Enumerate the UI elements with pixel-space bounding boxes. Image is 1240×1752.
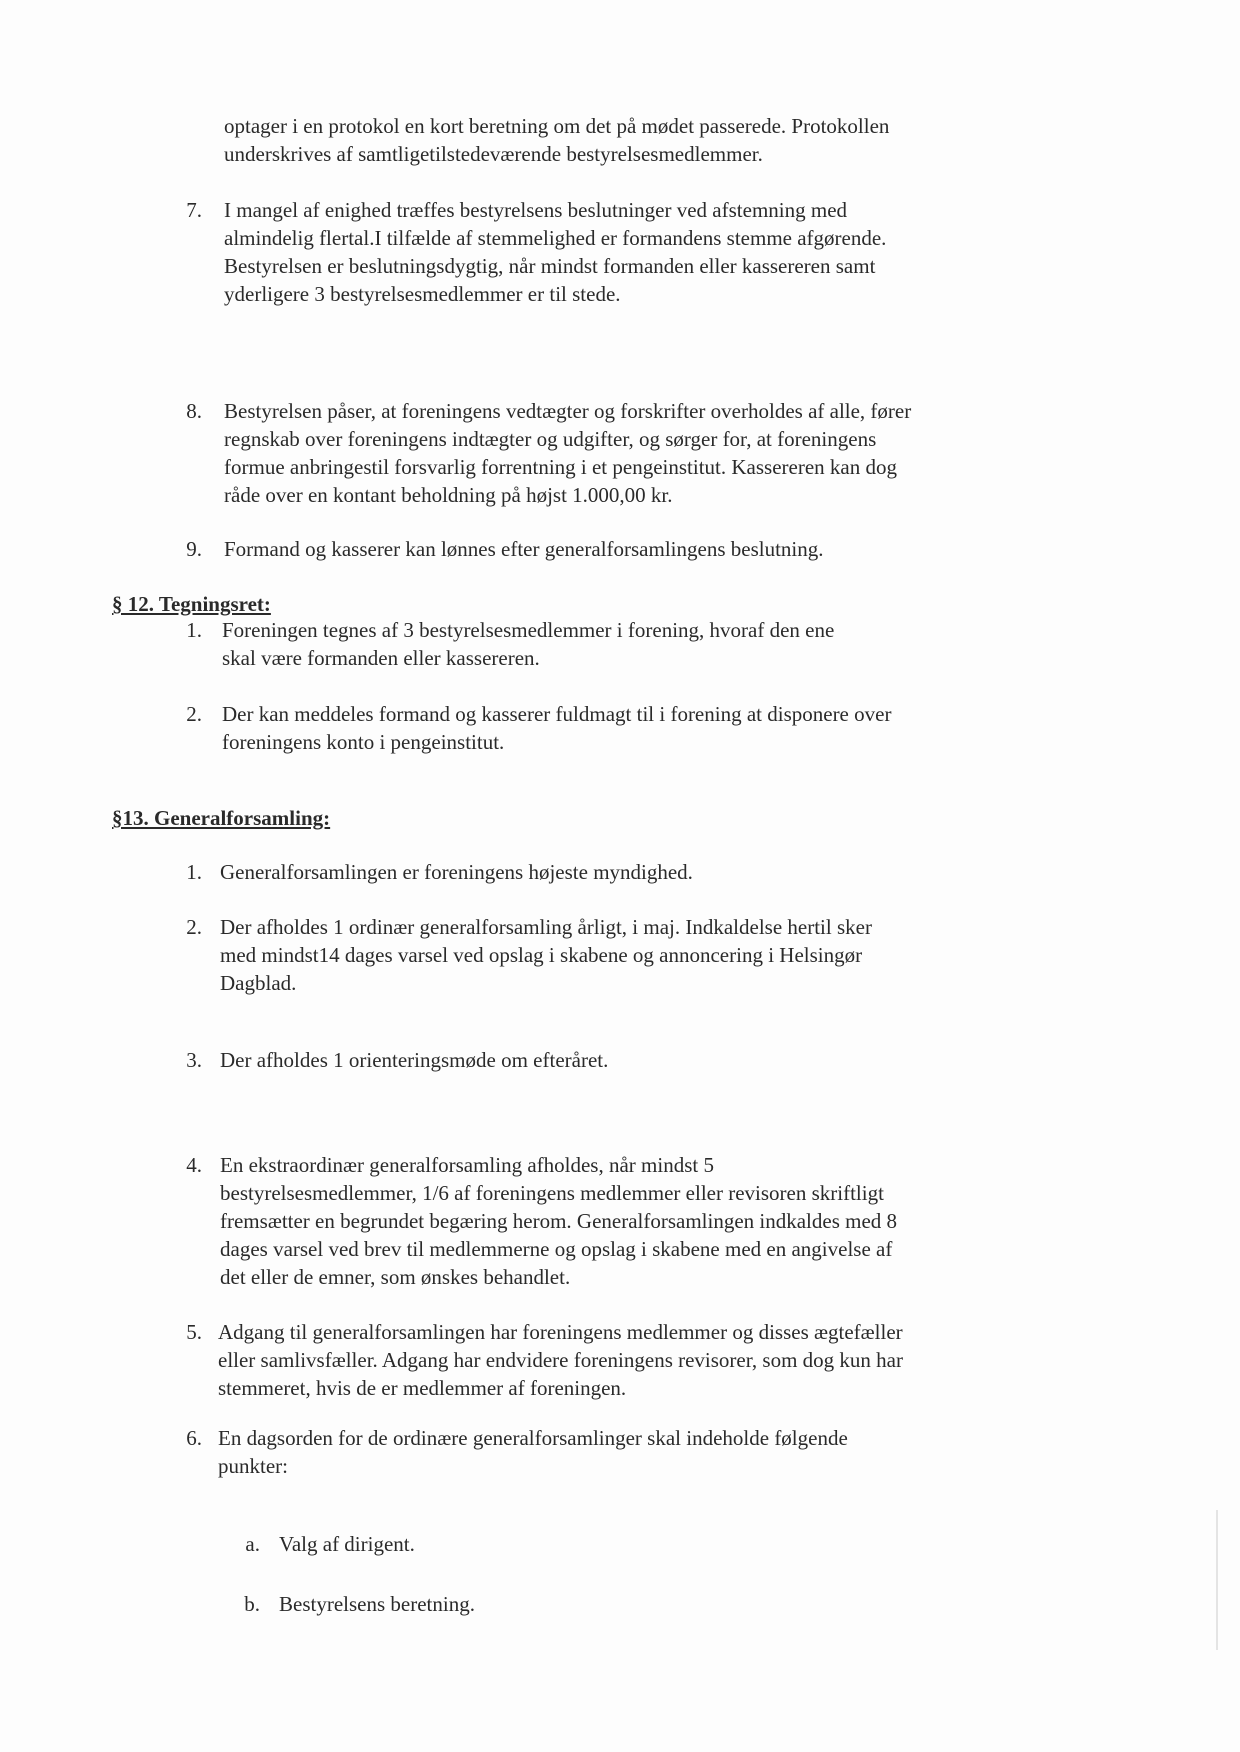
text-line: En dagsorden for de ordinære generalforsamlinger skal indeholde følgende bbox=[218, 1426, 848, 1450]
sub-list-item bbox=[279, 1530, 415, 1558]
text-line: Der kan meddeles formand og kasserer fuldmagt til i forening at disponere over bbox=[222, 702, 892, 726]
item-number: 3. bbox=[186, 1048, 202, 1072]
text-line: underskrives af samtligetilstedeværende bestyrelsesmedlemmer. bbox=[224, 142, 763, 166]
subitem-letter: a. bbox=[245, 1532, 260, 1556]
text-line: Formand og kasserer kan lønnes efter generalforsamlingens beslutning. bbox=[224, 537, 824, 561]
text-line: optager i en protokol en kort beretning om det på mødet passerede. Protokollen bbox=[224, 114, 890, 138]
text-line: det eller de emner, som ønskes behandlet. bbox=[220, 1265, 571, 1289]
intro-paragraph bbox=[224, 112, 889, 168]
text-line: med mindst14 dages varsel ved opslag i skabene og annoncering i Helsingør bbox=[220, 943, 863, 967]
text-line: almindelig flertal.I tilfælde af stemmelighed er formandens stemme afgørende. bbox=[224, 226, 887, 250]
text-line: bestyrelsesmedlemmer, 1/6 af foreningens medlemmer eller revisoren skriftligt bbox=[220, 1181, 884, 1205]
text-line: Dagblad. bbox=[220, 971, 297, 995]
text-line: Bestyrelsens beretning. bbox=[279, 1592, 475, 1616]
item-number: 2. bbox=[186, 702, 202, 726]
item-number: 7. bbox=[186, 198, 202, 222]
text-line: I mangel af enighed træffes bestyrelsens beslutninger ved afstemning med bbox=[224, 198, 848, 222]
text-line: Valg af dirigent. bbox=[279, 1532, 415, 1556]
text-line: Der afholdes 1 ordinær generalforsamling årligt, i maj. Indkaldelse hertil sker bbox=[220, 915, 872, 939]
text-line: formue anbringestil forsvarlig forrentning i et pengeinstitut. Kassereren kan dog bbox=[224, 455, 897, 479]
text-line: dages varsel ved brev til medlemmerne og opslag i skabene med en angivelse af bbox=[220, 1237, 893, 1261]
list-item bbox=[218, 1318, 903, 1402]
text-line: eller samlivsfæller. Adgang har endvidere foreningens revisorer, som dog kun har bbox=[218, 1348, 903, 1372]
list-item bbox=[220, 1151, 897, 1291]
text-line: stemmeret, hvis de er medlemmer af foreningen. bbox=[218, 1376, 627, 1400]
text-line: Generalforsamlingen er foreningens højeste myndighed. bbox=[220, 860, 693, 884]
list-item bbox=[224, 397, 911, 509]
item-number: 1. bbox=[186, 618, 202, 642]
list-item bbox=[220, 858, 693, 886]
text-line: Der afholdes 1 orienteringsmøde om efteråret. bbox=[220, 1048, 609, 1072]
list-item bbox=[220, 1046, 608, 1074]
item-number: 8. bbox=[186, 399, 202, 423]
text-line: fremsætter en begrundet begæring herom. Generalforsamlingen indkaldes med 8 bbox=[220, 1209, 898, 1233]
text-line: Foreningen tegnes af 3 bestyrelsesmedlemmer i forening, hvoraf den ene bbox=[222, 618, 835, 642]
text-line: En ekstraordinær generalforsamling afholdes, når mindst 5 bbox=[220, 1153, 714, 1177]
list-item bbox=[220, 913, 872, 997]
list-item bbox=[218, 1424, 848, 1480]
scan-edge-shadow bbox=[1216, 1510, 1218, 1650]
item-number: 2. bbox=[186, 915, 202, 939]
item-number: 1. bbox=[186, 860, 202, 884]
subitem-letter: b. bbox=[244, 1592, 260, 1616]
list-item bbox=[222, 616, 834, 672]
list-item bbox=[222, 700, 891, 756]
text-line: regnskab over foreningens indtægter og udgifter, og sørger for, at foreningens bbox=[224, 427, 877, 451]
item-number: 4. bbox=[186, 1153, 202, 1177]
section-heading: §13. Generalforsamling: bbox=[112, 806, 331, 830]
text-line: Bestyrelsen er beslutningsdygtig, når mindst formanden eller kassereren samt bbox=[224, 254, 876, 278]
text-line: råde over en kontant beholdning på højst 1.000,00 kr. bbox=[224, 483, 673, 507]
list-item bbox=[224, 535, 824, 563]
item-number: 9. bbox=[186, 537, 202, 561]
text-line: yderligere 3 bestyrelsesmedlemmer er til stede. bbox=[224, 282, 621, 306]
text-line: Adgang til generalforsamlingen har foreningens medlemmer og disses ægtefæller bbox=[218, 1320, 903, 1344]
text-line: skal være formanden eller kassereren. bbox=[222, 646, 540, 670]
text-line: foreningens konto i pengeinstitut. bbox=[222, 730, 505, 754]
section-heading: § 12. Tegningsret: bbox=[112, 592, 271, 616]
sub-list-item bbox=[279, 1590, 475, 1618]
text-line: punkter: bbox=[218, 1454, 288, 1478]
item-number: 5. bbox=[186, 1320, 202, 1344]
text-line: Bestyrelsen påser, at foreningens vedtægter og forskrifter overholdes af alle, fører bbox=[224, 399, 912, 423]
item-number: 6. bbox=[186, 1426, 202, 1450]
list-item bbox=[224, 196, 886, 308]
